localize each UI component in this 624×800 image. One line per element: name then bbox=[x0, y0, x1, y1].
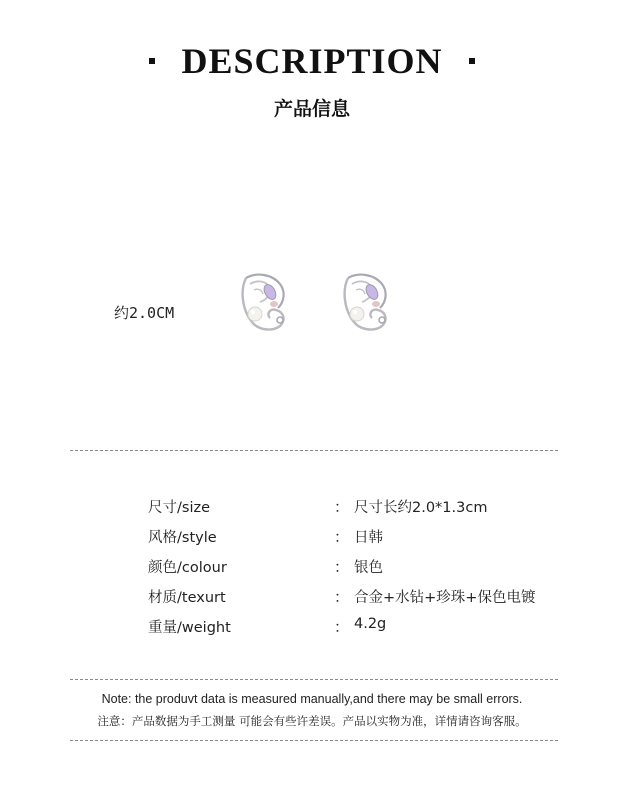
spec-value: 尺寸长约2.0*1.3cm bbox=[354, 500, 488, 516]
spec-row-material bbox=[0, 586, 624, 616]
spec-row-size bbox=[0, 496, 624, 526]
title-bullet-right bbox=[469, 58, 475, 64]
spec-colon: ： bbox=[334, 588, 350, 606]
spec-label: 材质/texurt bbox=[148, 590, 226, 606]
note-chinese: 注意：产品数据为手工测量 可能会有些许差误。产品以实物为准，详情请咨询客服。 bbox=[97, 714, 527, 728]
page-subtitle: 产品信息 bbox=[273, 98, 350, 120]
spec-value: 合金+水钻+珍珠+保色电镀 bbox=[354, 590, 536, 606]
spec-label: 重量/weight bbox=[148, 620, 231, 636]
earring-left-image bbox=[236, 270, 292, 343]
divider-top bbox=[70, 450, 558, 451]
spec-row-colour bbox=[0, 556, 624, 586]
note-english: Note: the produvt data is measured manually,and there may be small errors. bbox=[101, 692, 523, 706]
size-label: 约2.0CM bbox=[114, 304, 175, 322]
spec-label: 风格/style bbox=[148, 530, 217, 546]
spec-label: 颜色/colour bbox=[148, 560, 227, 576]
spec-colon: ： bbox=[334, 558, 350, 576]
title-bullet-left bbox=[149, 58, 155, 64]
spec-colon: ： bbox=[334, 618, 350, 636]
divider-bottom bbox=[70, 740, 558, 741]
spec-value: 4.2g bbox=[354, 616, 387, 632]
spec-row-style bbox=[0, 526, 624, 556]
spec-label: 尺寸/size bbox=[148, 500, 211, 516]
spec-colon: ： bbox=[334, 528, 350, 546]
earring-icon bbox=[338, 270, 394, 338]
earring-right-image bbox=[338, 270, 394, 343]
title-row bbox=[0, 38, 624, 84]
page-title: DESCRIPTION bbox=[181, 41, 443, 81]
spec-value: 银色 bbox=[354, 560, 383, 576]
spec-value: 日韩 bbox=[354, 530, 383, 546]
spec-colon: ： bbox=[334, 498, 350, 516]
divider-middle bbox=[70, 679, 558, 680]
earring-icon bbox=[236, 270, 292, 338]
spec-row-weight bbox=[0, 616, 624, 646]
